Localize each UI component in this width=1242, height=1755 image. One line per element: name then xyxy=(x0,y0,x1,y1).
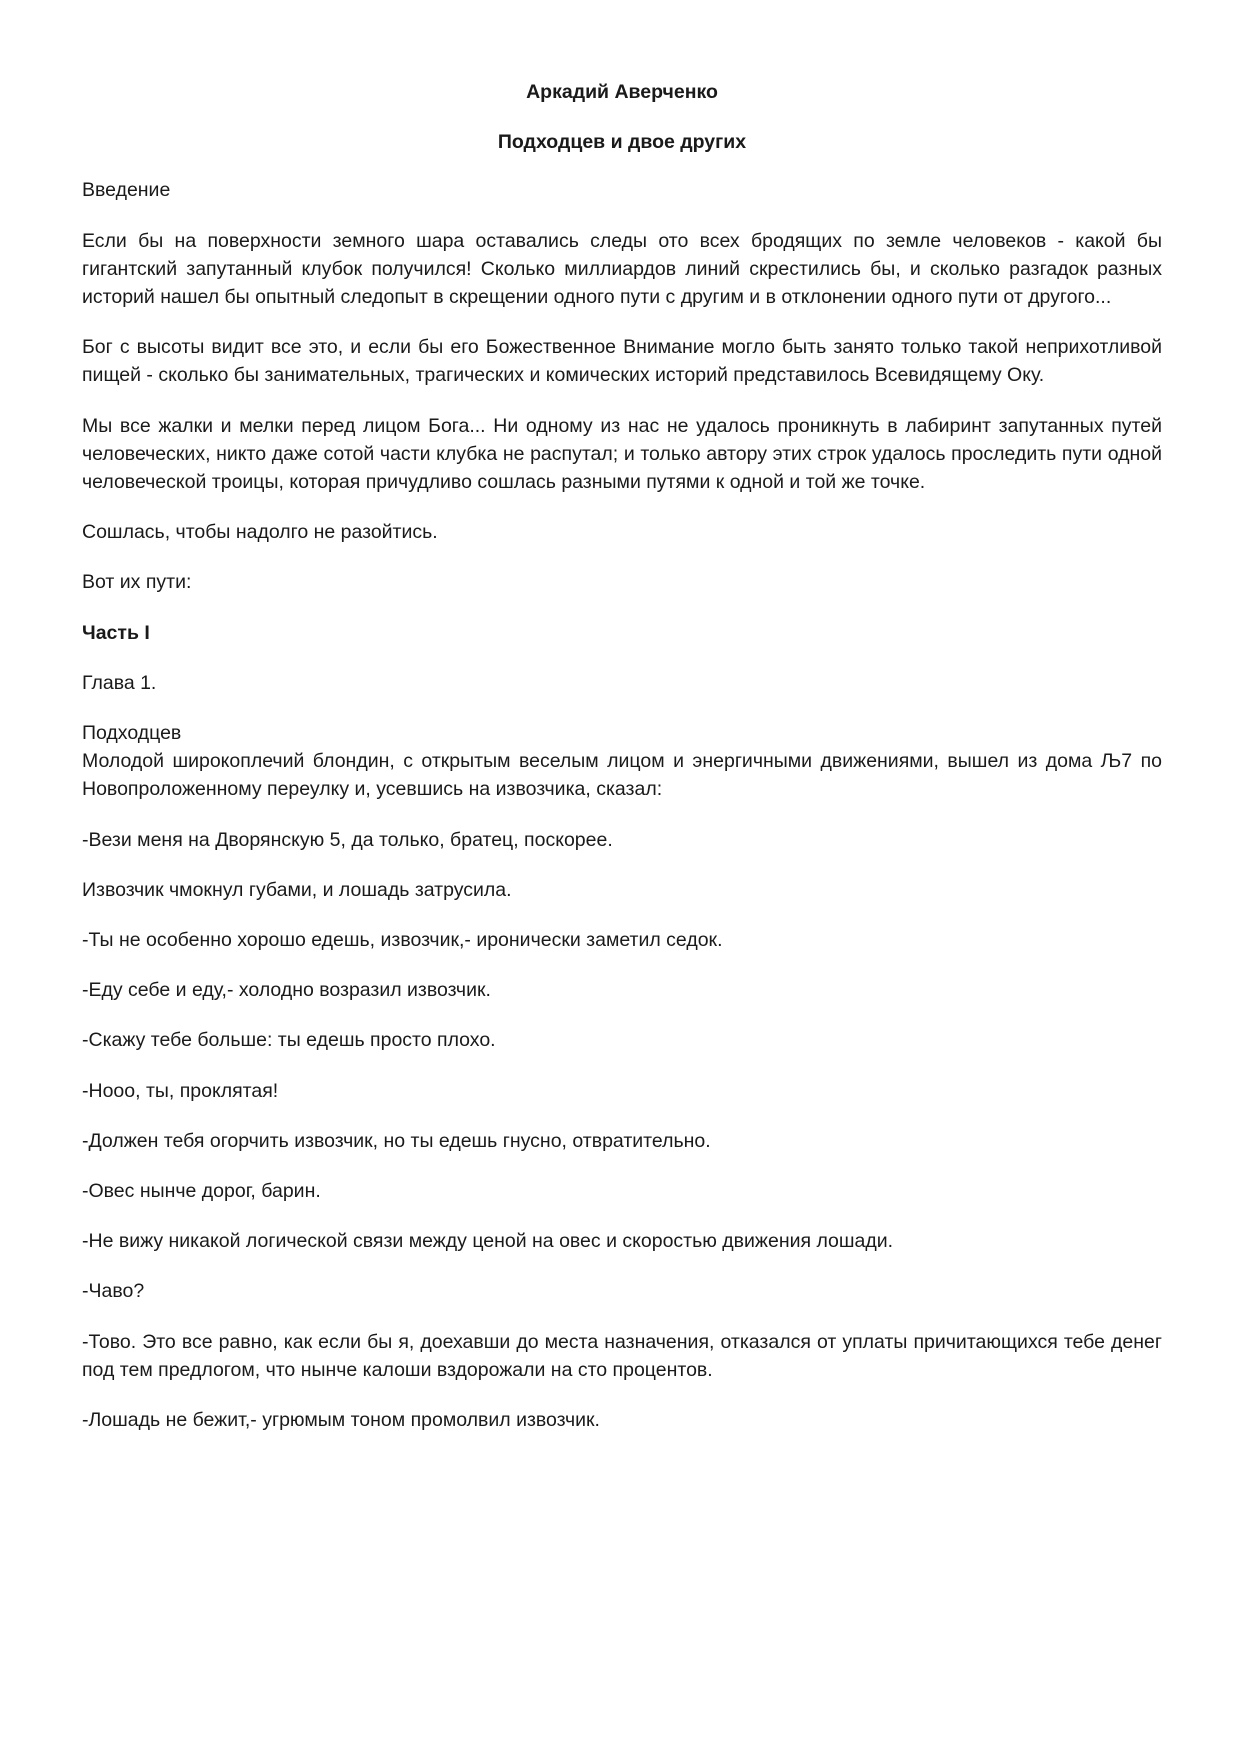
spacer xyxy=(82,697,1162,719)
dialogue-line: -Не вижу никакой логической связи между ценой на овес и скоростью движения лошади. xyxy=(82,1230,894,1253)
dialogue-line: -Тово. Это все равно, как если бы я, доехавши до места назначения, отказался от уплаты причитающихся тебе денег под тем предлогом, что нынче калоши вздорожали на сто процентов. xyxy=(82,1330,1162,1381)
spacer xyxy=(82,156,1162,176)
intro-paragraph: Вот их пути: xyxy=(82,571,192,594)
spacer xyxy=(82,854,1162,876)
dialogue-line: -Нооо, ты, проклятая! xyxy=(82,1079,279,1102)
spacer xyxy=(82,597,1162,619)
dialogue-line: -Должен тебя огорчить извозчик, но ты едешь гнусно, отвратительно. xyxy=(82,1129,711,1152)
dialogue-line: -Еду себе и еду,- холодно возразил извозчик. xyxy=(82,979,491,1002)
introduction-heading: Введение xyxy=(82,179,171,202)
dialogue-line: -Чаво? xyxy=(82,1280,145,1303)
intro-paragraph: Мы все жалки и мелки перед лицом Бога... Ни одному из нас не удалось проникнуть в лабиринт запутанных путей человеческих, никто даже сотой части клубка не распутал; и только автору этих строк удалось проследить пути одной человеческой троицы, которая причудливо сошлась разными путями к одной и той же точке. xyxy=(82,414,1162,494)
spacer xyxy=(82,106,1162,128)
chapter-first-paragraph: Молодой широкоплечий блондин, с открытым веселым лицом и энергичными движениями, вышел из дома Љ7 по Новопроложенному переулку и, усевшись на извозчика, сказал: xyxy=(82,750,1162,801)
spacer xyxy=(82,311,1162,333)
spacer xyxy=(82,496,1162,518)
dialogue-line: Извозчик чмокнул губами, и лошадь затрусила. xyxy=(82,878,512,901)
spacer xyxy=(82,1205,1162,1227)
spacer xyxy=(82,390,1162,412)
spacer xyxy=(82,1004,1162,1026)
document-body xyxy=(82,78,1162,1434)
spacer xyxy=(82,1105,1162,1127)
intro-paragraph: Сошлась, чтобы надолго не разойтись. xyxy=(82,521,438,544)
spacer xyxy=(82,1155,1162,1177)
dialogue-line: -Вези меня на Дворянскую 5, да только, братец, поскорее. xyxy=(82,828,613,851)
spacer xyxy=(82,1055,1162,1077)
book-title: Подходцев и двое других xyxy=(497,131,747,154)
spacer xyxy=(82,1384,1162,1406)
dialogue-line: -Овес нынче дорог, барин. xyxy=(82,1180,321,1203)
chapter-heading: Глава 1. xyxy=(82,671,157,694)
chapter-subtitle: Подходцев xyxy=(82,722,182,745)
author-name: Аркадий Аверченко xyxy=(526,81,718,103)
dialogue-line: -Скажу тебе больше: ты едешь просто плохо. xyxy=(82,1029,496,1052)
spacer xyxy=(82,954,1162,976)
spacer xyxy=(82,1306,1162,1328)
dialogue-line: -Ты не особенно хорошо едешь, извозчик,- иронически заметил седок. xyxy=(82,929,723,952)
spacer xyxy=(82,804,1162,826)
spacer xyxy=(82,1255,1162,1277)
intro-paragraph: Если бы на поверхности земного шара оставались следы ото всех бродящих по земле человеков - какой бы гигантский запутанный клубок получился! Сколько миллиардов линий скрестились бы, и сколько разгадок разных историй нашел бы опытный следопыт в скрещении одного пути с другим и в отклонении одного пути от другого... xyxy=(82,229,1162,309)
spacer xyxy=(82,205,1162,227)
spacer xyxy=(82,647,1162,669)
dialogue-line: -Лошадь не бежит,- угрюмым тоном промолвил извозчик. xyxy=(82,1409,600,1432)
spacer xyxy=(82,904,1162,926)
intro-paragraph: Бог с высоты видит все это, и если бы его Божественное Внимание могло быть занято только такой неприхотливой пищей - сколько бы занимательных, трагических и комических историй представилось Всевидящему Оку. xyxy=(82,336,1162,387)
spacer xyxy=(82,546,1162,568)
part-heading: Часть I xyxy=(82,621,150,644)
